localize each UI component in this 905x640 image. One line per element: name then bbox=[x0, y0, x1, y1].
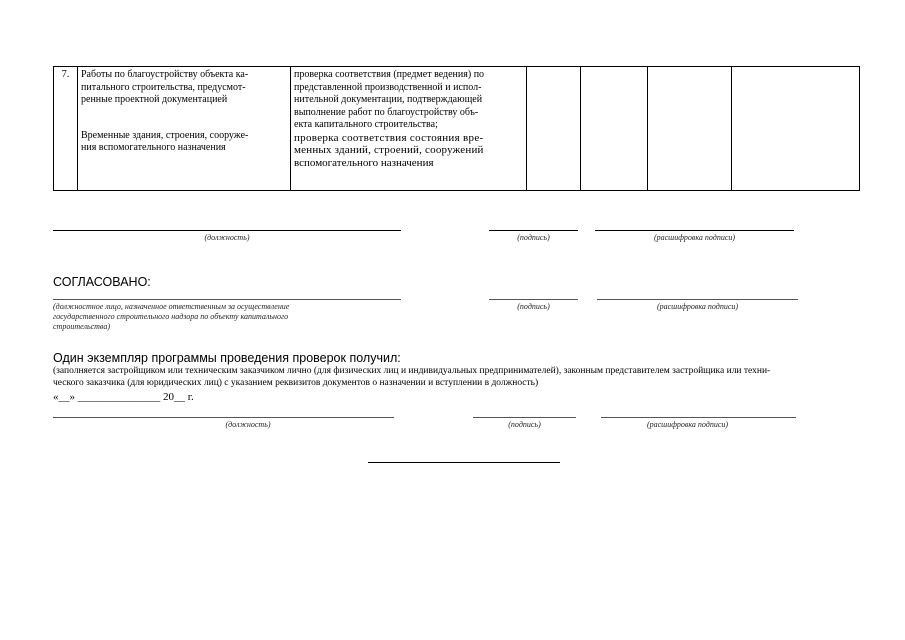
work-type-line: питального строительства, предусмот- bbox=[81, 81, 246, 93]
signature-caption: (подпись) bbox=[508, 420, 541, 429]
agreed-title: СОГЛАСОВАНО: bbox=[53, 275, 151, 289]
received-title: Один экземпляр программы проведения проверок получил: bbox=[53, 351, 401, 365]
signature-decode-line bbox=[597, 299, 798, 300]
check-subject-cell bbox=[291, 67, 527, 191]
signature-caption: (подпись) bbox=[517, 302, 550, 311]
check-subject-line: нительной документации, подтверждающей bbox=[294, 94, 483, 105]
check-subject-line: проверка соответствия (предмет ведения) по bbox=[294, 69, 485, 80]
date-month-blank: _______________ bbox=[77, 391, 161, 403]
official-caption-line: строительства) bbox=[53, 322, 110, 331]
signature-decode-caption: (расшифровка подписи) bbox=[656, 302, 739, 311]
official-caption bbox=[53, 302, 373, 332]
official-line bbox=[53, 299, 401, 300]
date-year: 20__ bbox=[163, 391, 185, 403]
check-subject-line: екта капитального строительства; bbox=[294, 119, 438, 130]
official-caption-line: (должностное лицо, назначенное ответственным за осуществление bbox=[53, 302, 290, 311]
received-note-line: ческого заказчика (для юридических лиц) с указанием реквизитов документов о назначении и вступлении в должность) bbox=[53, 378, 539, 388]
empty-cell bbox=[581, 67, 648, 191]
received-note-line: (заполняется застройщиком или техническим заказчиком лично (для физических лиц и индивидуальных предпринимателей), законным представителем застройщика или техни- bbox=[53, 366, 771, 376]
empty-cell bbox=[527, 67, 581, 191]
position-line bbox=[53, 417, 394, 418]
position-caption: (должность) bbox=[225, 420, 271, 429]
date-day-blank: __ bbox=[58, 391, 70, 403]
date-quote-open: « bbox=[53, 391, 59, 403]
signature-line bbox=[489, 230, 578, 231]
date-quote-close: » bbox=[69, 391, 75, 403]
position-line bbox=[53, 230, 401, 231]
received-date bbox=[53, 391, 194, 403]
row-number-cell bbox=[54, 67, 78, 191]
work-type-line: Временные здания, строения, сооруже- bbox=[81, 129, 249, 141]
work-type-cell bbox=[78, 67, 291, 191]
table-row bbox=[54, 67, 860, 191]
position-caption: (должность) bbox=[204, 233, 250, 242]
signature-decode-caption: (расшифровка подписи) bbox=[646, 420, 729, 429]
official-caption-line: государственного строительного надзора по объекту капитального bbox=[53, 312, 289, 321]
check-subject-line: вспомогательного назначения bbox=[294, 156, 434, 169]
row-number: 7. bbox=[61, 69, 70, 80]
work-type-line: ренные проектной документацией bbox=[81, 94, 228, 105]
inspection-program-table bbox=[53, 66, 860, 191]
work-type-line: Работы по благоустройству объекта ка- bbox=[81, 69, 249, 80]
signature-line bbox=[489, 299, 578, 300]
empty-cell bbox=[648, 67, 732, 191]
work-type-line: ния вспомогательного назначения bbox=[81, 142, 226, 153]
signature-decode-line bbox=[601, 417, 796, 418]
check-subject-line: выполнение работ по благоустройству объ- bbox=[294, 106, 479, 118]
date-suffix: г. bbox=[187, 391, 194, 403]
check-subject-line: представленной производственной и испол- bbox=[294, 81, 482, 93]
signature-caption: (подпись) bbox=[517, 233, 550, 242]
check-subject-line: проверка соответствия состояния вре- bbox=[294, 131, 484, 144]
check-subject-line: менных зданий, строений, сооружений bbox=[294, 144, 484, 156]
footer-separator bbox=[368, 462, 560, 463]
signature-decode-line bbox=[595, 230, 794, 231]
signature-line bbox=[473, 417, 576, 418]
signature-decode-caption: (расшифровка подписи) bbox=[653, 233, 736, 242]
empty-cell bbox=[732, 67, 860, 191]
